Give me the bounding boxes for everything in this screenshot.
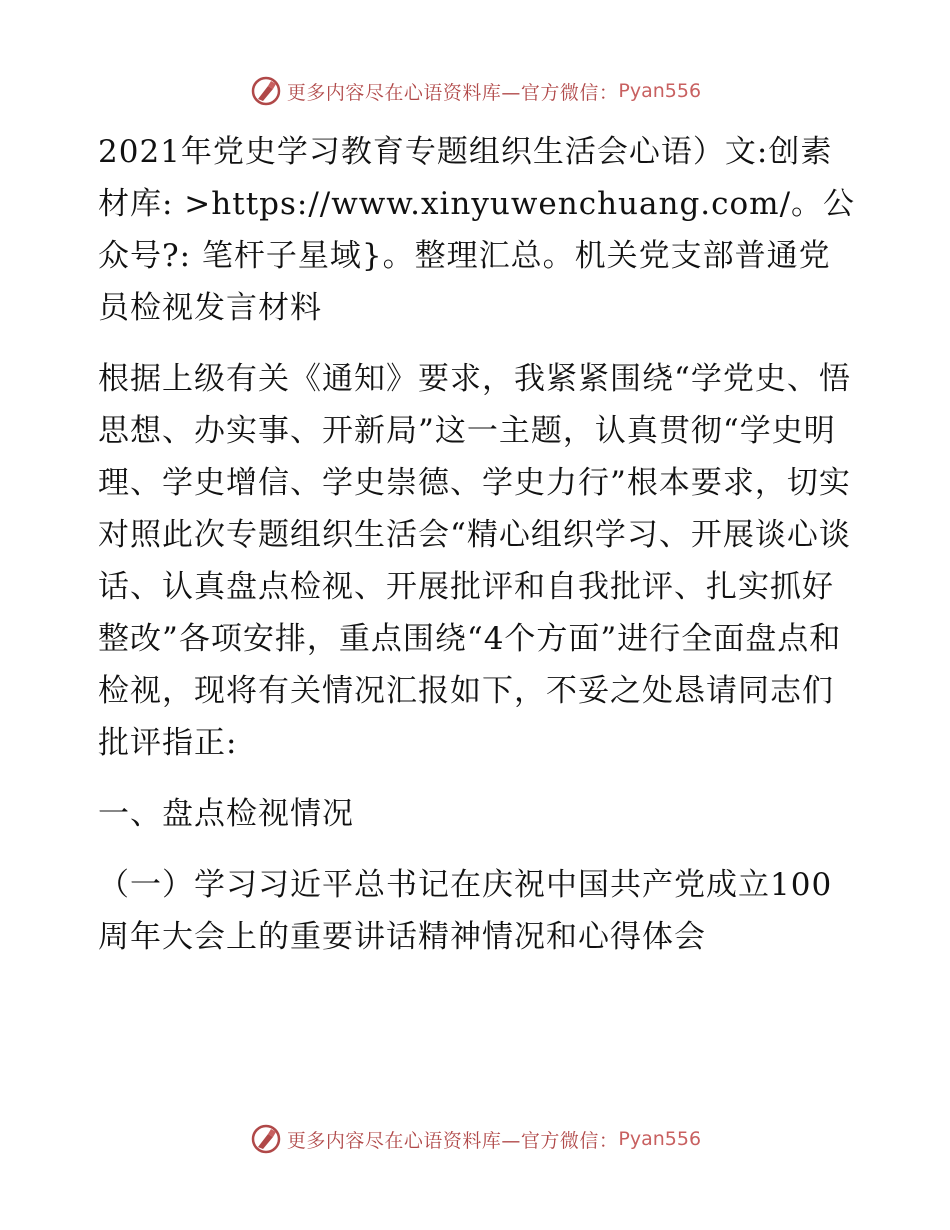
pen-nib-logo-icon	[249, 74, 283, 108]
title-paragraph: 2021年党史学习教育专题组织生活会心语）文:创素材库: >https://www.xinyuwenchuang.com/。公众号?: 笔杆子星域}。整理汇总。机关党支部普通党员检视发言材料	[98, 134, 856, 326]
footer-watermark	[0, 1122, 950, 1156]
watermark-text: 更多内容尽在心语资料库—官方微信：	[286, 81, 619, 104]
watermark-handle: Pyan556	[618, 80, 702, 102]
document-body	[98, 126, 858, 963]
subsection-heading: （一）学习习近平总书记在庆祝中国共产党成立100周年大会上的重要讲话精神情况和心得体会	[98, 867, 833, 955]
watermark-handle: Pyan556	[618, 1128, 702, 1150]
pen-nib-logo-icon	[249, 1122, 283, 1156]
section-heading: 一、盘点检视情况	[98, 796, 354, 832]
intro-paragraph: 根据上级有关《通知》要求，我紧紧围绕“学党史、悟思想、办实事、开新局”这一主题，认真贯彻“学史明理、学史增信、学史崇德、学史力行”根本要求，切实对照此次专题组织生活会“精心组织学习、开展谈心谈话、认真盘点检视、开展批评和自我批评、扎实抓好整改”各项安排，重点围绕“4个方面”进行全面盘点和检视，现将有关情况汇报如下，不妥之处恳请同志们批评指正:	[98, 361, 851, 761]
watermark-text: 更多内容尽在心语资料库—官方微信：	[286, 1129, 619, 1152]
header-watermark	[0, 74, 950, 108]
